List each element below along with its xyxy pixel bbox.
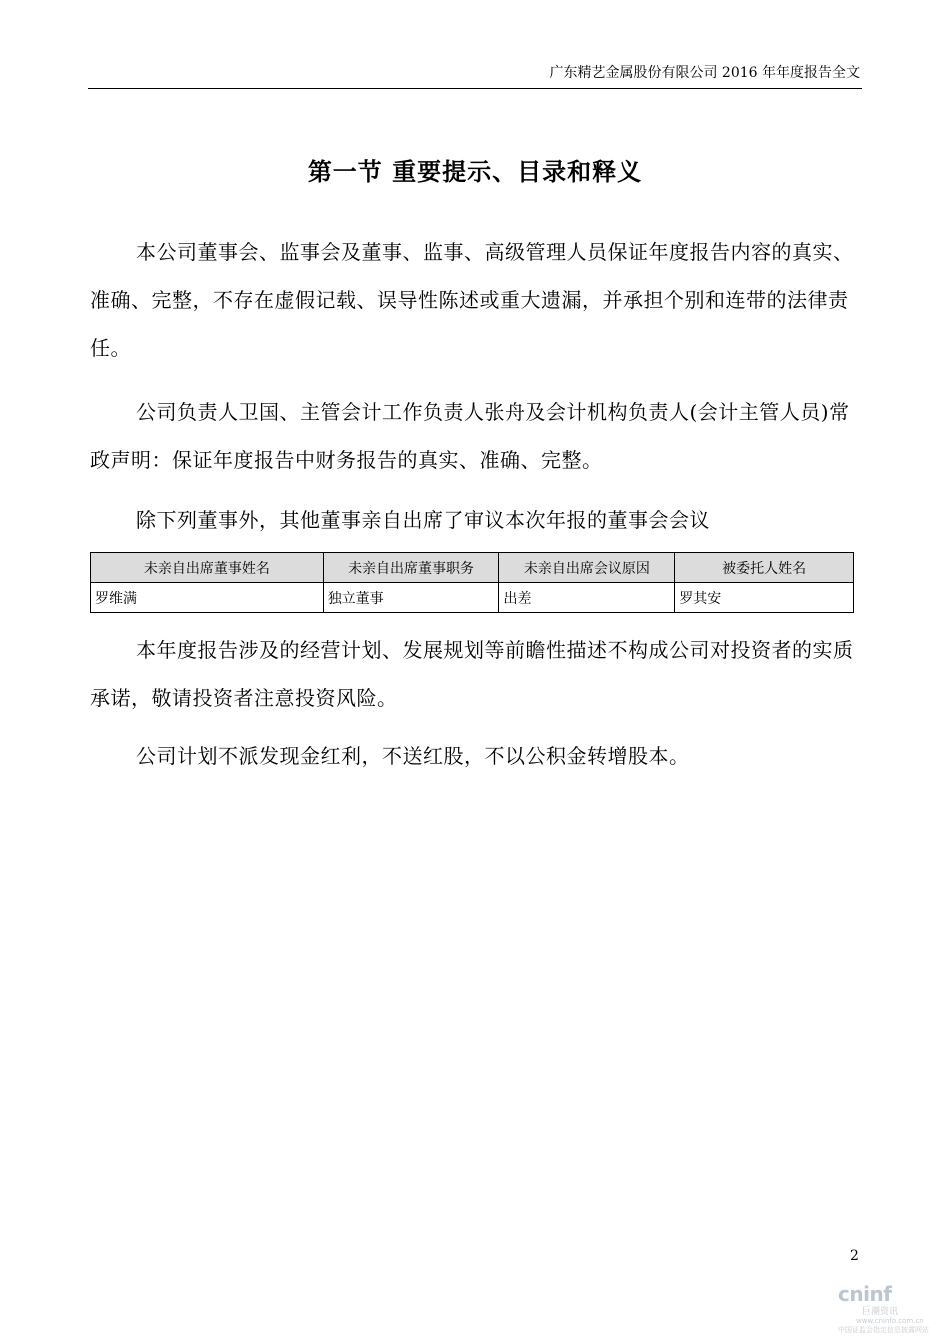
- table-header-cell: 未亲自出席会议原因: [499, 553, 675, 583]
- paragraph-absent-directors-intro: 除下列董事外，其他董事亲自出席了审议本次年报的董事会会议: [136, 508, 710, 532]
- table-header-row: [91, 553, 854, 583]
- paragraph-board-guarantee: 本公司董事会、监事会及董事、监事、高级管理人员保证年度报告内容的真实、准确、完整，不存在虚假记载、误导性陈述或重大遗漏，并承担个别和连带的法律责任。: [90, 240, 854, 360]
- table-cell: 独立董事: [323, 583, 499, 613]
- cninfo-url: www.cninfo.com.cn: [856, 1317, 924, 1325]
- table-header-cell: 被委托人姓名: [675, 553, 854, 583]
- cninfo-slogan: 中国证监会指定信息披露网站: [838, 1326, 929, 1334]
- table-header-cell: 未亲自出席董事姓名: [91, 553, 324, 583]
- paragraph-responsible-persons: 公司负责人卫国、主管会计工作负责人张舟及会计机构负责人(会计主管人员)常政声明：保证年度报告中财务报告的真实、准确、完整。: [90, 400, 850, 472]
- table-header-cell: 未亲自出席董事职务: [323, 553, 499, 583]
- running-header: [88, 60, 862, 89]
- table-row: [91, 583, 854, 613]
- paragraph-forward-looking: 本年度报告涉及的经营计划、发展规划等前瞻性描述不构成公司对投资者的实质承诺，敬请投资者注意投资风险。: [90, 638, 854, 710]
- table-cell: 罗其安: [675, 583, 854, 613]
- section-title: 第一节 重要提示、目录和释义: [307, 157, 643, 186]
- paragraph-dividend-plan: 公司计划不派发现金红利，不送红股，不以公积金转增股本。: [136, 744, 690, 768]
- cninfo-logo-text: cninf: [838, 1282, 892, 1306]
- table-cell: 罗维满: [91, 583, 324, 613]
- cninfo-brand: 巨潮资讯: [862, 1307, 899, 1317]
- absent-directors-table: [90, 552, 854, 613]
- table-cell: 出差: [499, 583, 675, 613]
- page-number: 2: [850, 1248, 859, 1264]
- running-header-text: 广东精艺金属股份有限公司 2016 年年度报告全文: [549, 65, 860, 81]
- cninfo-watermark: [838, 1282, 938, 1340]
